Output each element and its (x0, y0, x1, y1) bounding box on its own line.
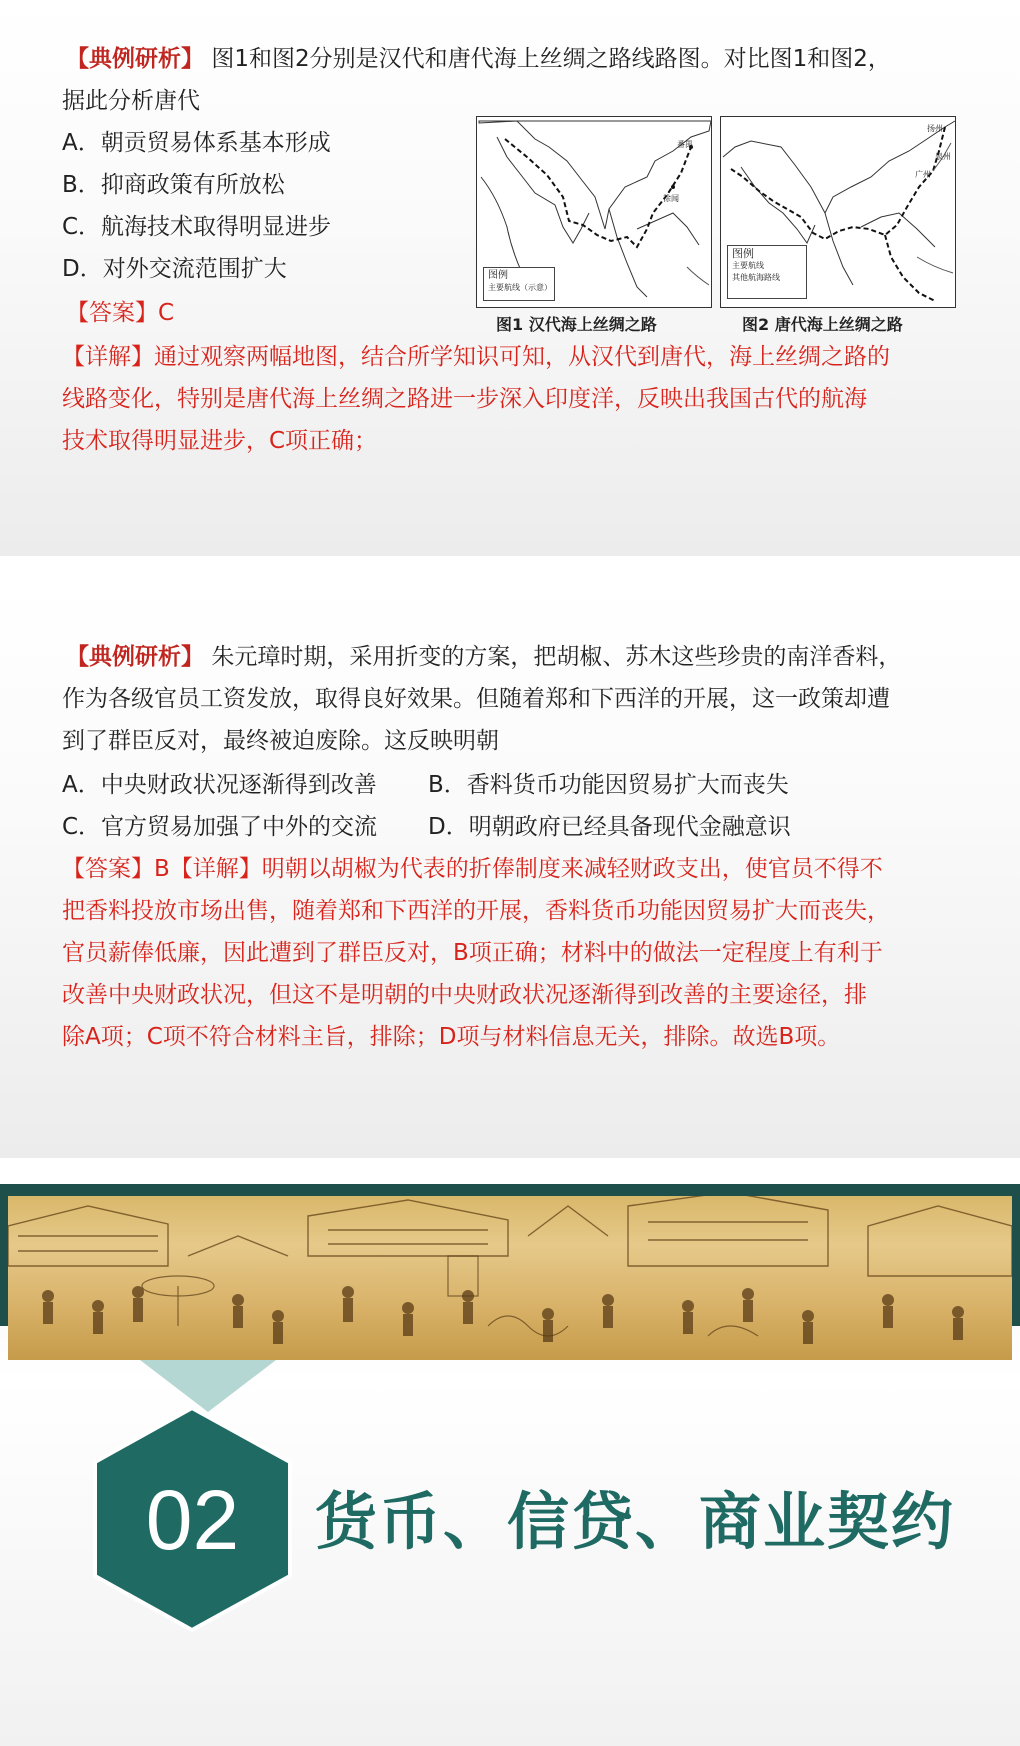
question-1-tag: 【典例研析】 (66, 46, 204, 72)
han-place-panyu: 番禺 (677, 140, 693, 149)
question-1-explain-line1: 【详解】通过观察两幅地图，结合所学知识可知，从汉代到唐代，海上丝绸之路的 (62, 344, 890, 370)
han-legend-item: 主要航线（示意） (488, 283, 552, 292)
question-1-option-c: C．航海技术取得明显进步 (62, 214, 332, 240)
question-2-explain-line2: 把香料投放市场出售，随着郑和下西洋的开展，香料货币功能因贸易扩大而丧失， (62, 898, 890, 924)
question-1-stem-line2: 据此分析唐代 (62, 88, 200, 114)
question-1-option-b: B．抑商政策有所放松 (62, 172, 285, 198)
han-place-xuwen: 徐闻 (663, 194, 679, 203)
question-card-1 (0, 0, 1020, 556)
question-2-option-c: C．官方贸易加强了中外的交流 (62, 814, 378, 840)
han-map-caption: 图1 汉代海上丝绸之路 (496, 315, 657, 334)
question-1-option-d: D．对外交流范围扩大 (62, 256, 287, 282)
tang-map-caption: 图2 唐代海上丝绸之路 (742, 315, 903, 334)
question-2-explain-line4: 改善中央财政状况，但这不是明朝的中央财政状况逐渐得到改善的主要途径，排 (62, 982, 867, 1008)
question-2-explain-line5: 除A项；C项不符合材料主旨，排除；D项与材料信息无关，排除。故选B项。 (62, 1024, 841, 1050)
question-2-tag: 【典例研析】 (66, 644, 204, 670)
question-2-option-d: D．明朝政府已经具备现代金融意识 (428, 814, 791, 840)
tang-place-quanzhou: 泉州 (935, 152, 951, 161)
tang-place-guangzhou: 广州 (915, 170, 931, 179)
tang-map-legend (727, 245, 807, 299)
tang-legend-main-route: 主要航线 (732, 261, 764, 270)
tang-legend-title: 图例 (732, 247, 754, 260)
tang-silk-road-map (720, 116, 956, 308)
question-2-option-a: A．中央财政状况逐渐得到改善 (62, 772, 377, 798)
section-title: 货币、信贷、商业契约 (315, 1485, 956, 1558)
han-silk-road-map (476, 116, 712, 308)
han-legend-title: 图例 (488, 270, 508, 281)
question-2-option-b: B．香料货币功能因贸易扩大而丧失 (428, 772, 789, 798)
question-1-stem-text: 图1和图2分别是汉代和唐代海上丝绸之路线路图。对比图1和图2， (211, 46, 891, 72)
question-1-explain-line3: 技术取得明显进步，C项正确； (62, 428, 378, 454)
question-1-explain-line2: 线路变化，特别是唐代海上丝绸之路进一步深入印度洋，反映出我国古代的航海 (62, 386, 867, 412)
question-card-2 (0, 582, 1020, 1158)
tang-legend-other-route: 其他航海路线 (732, 273, 780, 282)
question-1-option-a: A．朝贡贸易体系基本形成 (62, 130, 331, 156)
question-2-stem-line2: 作为各级官员工资发放，取得良好效果。但随着郑和下西洋的开展，这一政策却遭 (62, 686, 890, 712)
question-2-explain-line3: 官员薪俸低廉，因此遭到了群臣反对，B项正确；材料中的做法一定程度上有利于 (62, 940, 883, 966)
han-map-legend (483, 267, 555, 301)
question-1-stem-line1 (66, 38, 891, 80)
question-2-stem-line1 (66, 636, 901, 678)
tang-place-yangzhou: 扬州 (927, 124, 943, 133)
question-2-stem-line3: 到了群臣反对，最终被迫废除。这反映明朝 (62, 728, 499, 754)
market-scene-painting (8, 1196, 1012, 1360)
question-2-stem-text: 朱元璋时期，采用折变的方案，把胡椒、苏木这些珍贵的南洋香料， (211, 644, 902, 670)
market-scene-illustration (8, 1196, 1012, 1360)
section-number: 02 (145, 1473, 240, 1567)
question-1-answer: 【答案】C (66, 300, 175, 326)
question-2-explain-line1: 【答案】B【详解】明朝以胡椒为代表的折俸制度来减轻财政支出，使官员不得不 (62, 856, 883, 882)
